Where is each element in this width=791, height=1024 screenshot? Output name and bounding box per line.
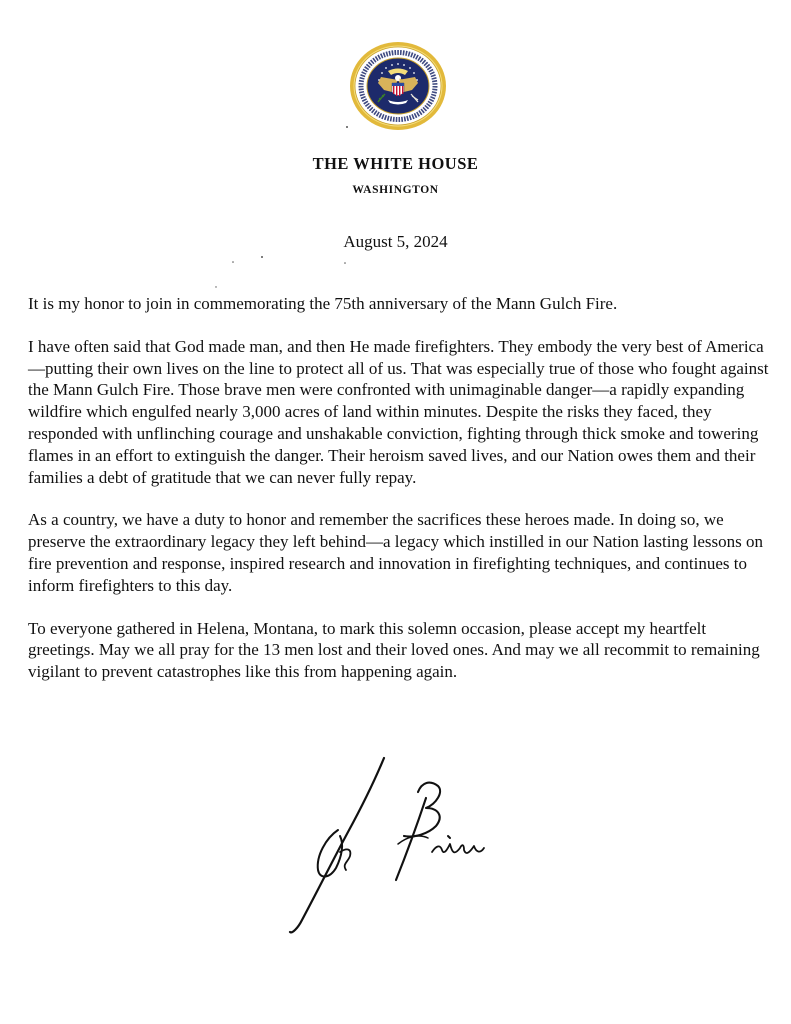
letter-date: August 5, 2024 [343,232,448,251]
presidential-seal-icon [348,40,448,132]
letter-paragraph: I have often said that God made man, and then He made firefighters. They embody the very best of America—putting their own lives on the line to protect all of us. That was especially true of those who fought against the Mann Gulch Fire. Those brave men were confronted with unimaginable danger—a rapidly expanding wildfire which engulfed nearly 3,000 acres of land within minutes. Despite the risks they faced, they responded with unflinching courage and unshakable conviction, fighting through thick smoke and towering flames in an effort to extinguish the danger. Their heroism saved lives, and our Nation owes them and their families a debt of gratitude that we can never fully repay. [28,336,769,487]
letterhead-city: WASHINGTON [352,184,439,196]
signature-icon [278,752,498,937]
letter-paragraph: It is my honor to join in commemorating the 75th anniversary of the Mann Gulch Fire. [28,294,618,313]
letter-body [28,293,772,704]
letterhead-organization: THE WHITE HOUSE [312,154,479,173]
letter-paragraph: As a country, we have a duty to honor and remember the sacrifices these heroes made. In doing so, we preserve the extraordinary legacy they left behind—a legacy which instilled in our Nation lasting lessons on fire prevention and response, inspired research and innovation in firefighting techniques, and continues to inform firefighters to this day. [28,510,764,595]
letter-paragraph: To everyone gathered in Helena, Montana, to mark this solemn occasion, please accept my heartfelt greetings. May we all pray for the 13 men lost and their loved ones. And may we all recommit to remaining vigilant to prevent catastrophes like this from happening again. [28,618,760,682]
